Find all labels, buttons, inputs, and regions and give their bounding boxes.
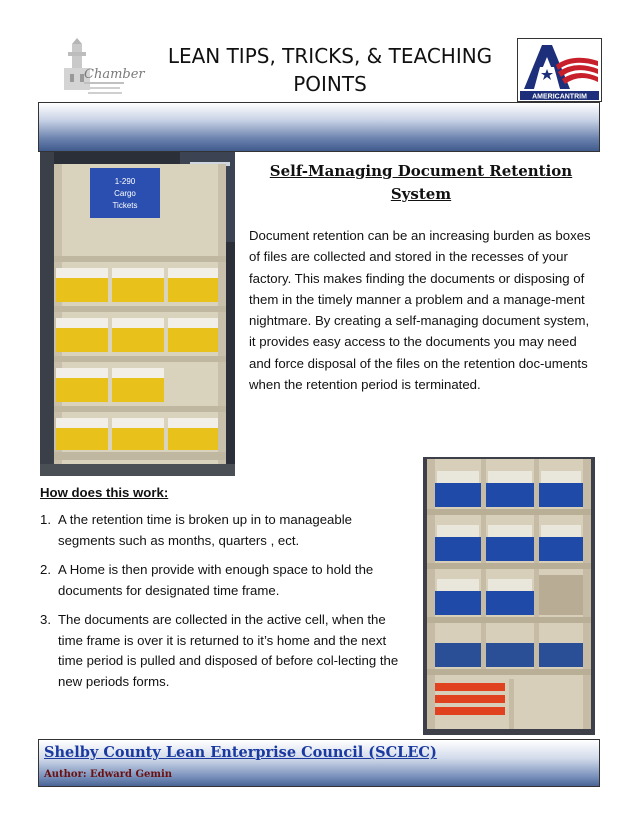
yellow-bin-shelf-photo [40, 152, 235, 476]
chamber-logo [58, 38, 145, 100]
list-item-number: 2. [40, 562, 51, 577]
article-body: Document retention can be an increasing burden as boxes of files are collected and stored in the recesses of your factory. This makes finding the documents or disposing of them in the timely manner a problem and a manage-ment nightmare. By creating a self-managing document system, it provides easy access to the documents you may need and force disposal of the files on the retention doc-uments when the retention period is terminated. [249, 228, 591, 393]
how-section-title: How does this work: [40, 485, 169, 500]
page-title [150, 42, 510, 98]
article-heading [262, 160, 580, 206]
blue-bin-shelf-photo [423, 457, 595, 735]
list-item-text: A the retention time is broken up in to manageable segments such as months, quarters , ect. [58, 512, 352, 548]
article-heading-line-2: System [390, 185, 452, 203]
title-line-2: POINTS [293, 72, 367, 96]
how-list [40, 510, 400, 701]
list-item-number: 3. [40, 612, 51, 627]
article-heading-line-1: Self-Managing Document Retention [269, 162, 573, 180]
title-line-1: LEAN TIPS, TRICKS, & TEACHING [167, 44, 493, 68]
footer-organization-link[interactable]: Shelby County Lean Enterprise Council (SCLEC) [44, 744, 437, 761]
list-item [40, 510, 400, 551]
footer-banner [38, 739, 600, 787]
list-item [40, 560, 400, 601]
list-item-text: The documents are collected in the active cell, when the time frame is over it is returned to it’s home and the next time period is pulled and disposed of before col-lecting the new periods forms. [58, 612, 399, 689]
header-banner [38, 102, 600, 152]
chamber-logo-text: Chamber [84, 67, 145, 82]
sign-line-3: Tickets [112, 201, 138, 210]
footer-author: Author: Edward Gemin [44, 769, 173, 780]
list-item [40, 610, 400, 692]
list-item-text: A Home is then provide with enough space to hold the documents for designated time frame. [58, 562, 374, 598]
sign-line-2: Cargo [114, 189, 136, 198]
list-item-number: 1. [40, 512, 51, 527]
american-trim-logo-text: AMERICANTRIM [532, 93, 587, 101]
american-trim-logo [517, 38, 602, 102]
sign-line-1: 1-290 [114, 177, 136, 186]
